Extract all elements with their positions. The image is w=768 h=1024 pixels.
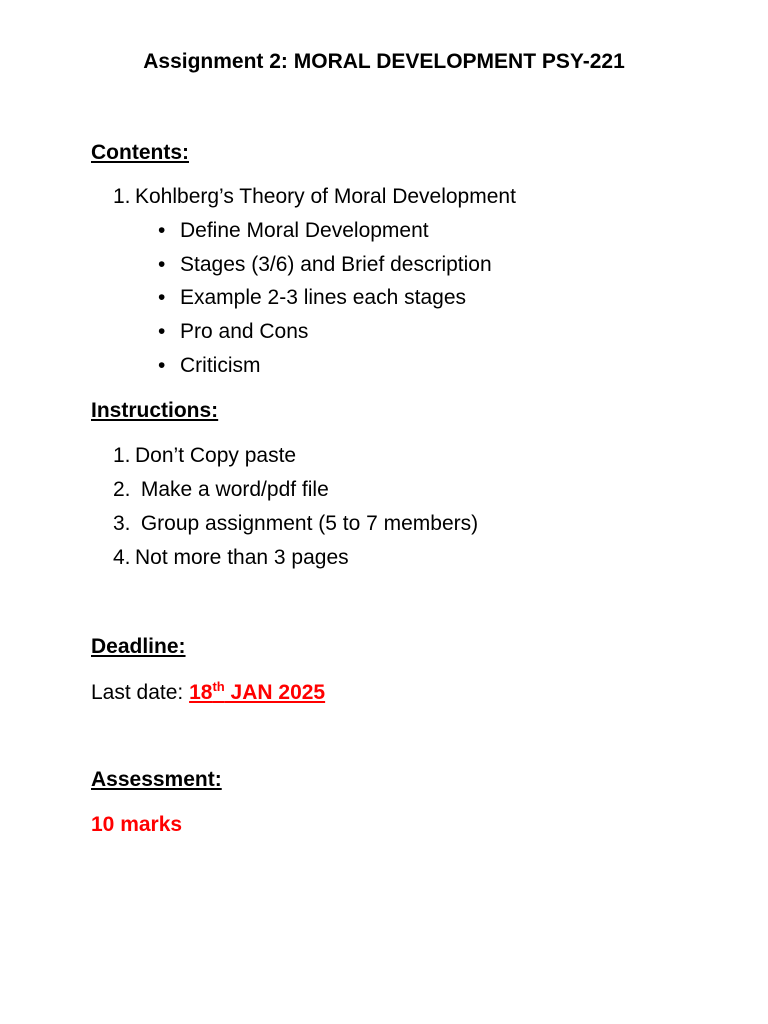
bullet-text: Pro and Cons [180,320,309,343]
list-number: 4. [113,546,131,569]
contents-heading: Contents: [91,141,189,164]
instruction-text: Group assignment (5 to 7 members) [135,512,479,535]
deadline-heading: Deadline: [91,635,186,658]
deadline-day: 18 [189,681,213,704]
deadline-label: Last date: [91,681,190,704]
deadline-month-year: JAN 2025 [224,681,326,704]
instructions-item-4 [113,546,349,570]
contents-item-1 [113,185,516,209]
contents-item-text: Kohlberg’s Theory of Moral Development [135,185,516,208]
list-number: 3. [113,512,131,535]
list-number: 1. [113,185,131,208]
bullet-text: Define Moral Development [180,219,429,242]
instruction-text: Not more than 3 pages [135,546,349,569]
bullet-icon: • [158,219,166,242]
deadline-line [91,679,325,705]
bullet-icon: • [158,320,166,343]
contents-bullet-1 [158,219,429,243]
list-number: 2. [113,478,131,501]
bullet-text: Stages (3/6) and Brief description [180,253,492,276]
instruction-text: Make a word/pdf file [135,478,329,501]
contents-bullet-3 [158,286,466,310]
contents-bullet-5 [158,354,260,378]
contents-bullet-4 [158,320,308,344]
contents-bullet-2 [158,253,492,277]
assessment-value: 10 marks [91,813,183,836]
instruction-text: Don’t Copy paste [135,444,297,467]
bullet-icon: • [158,354,166,377]
instructions-heading: Instructions: [91,399,219,422]
instructions-item-3 [113,512,478,536]
bullet-text: Example 2-3 lines each stages [180,286,466,309]
bullet-icon: • [158,253,166,276]
deadline-date [189,681,325,704]
bullet-text: Criticism [180,354,261,377]
instructions-item-2 [113,478,329,502]
assessment-heading: Assessment: [91,768,222,791]
list-number: 1. [113,444,131,467]
bullet-icon: • [158,286,166,309]
deadline-day-suffix: th [212,679,225,694]
instructions-item-1 [113,444,296,468]
document-title: Assignment 2: MORAL DEVELOPMENT PSY-221 [143,50,625,73]
